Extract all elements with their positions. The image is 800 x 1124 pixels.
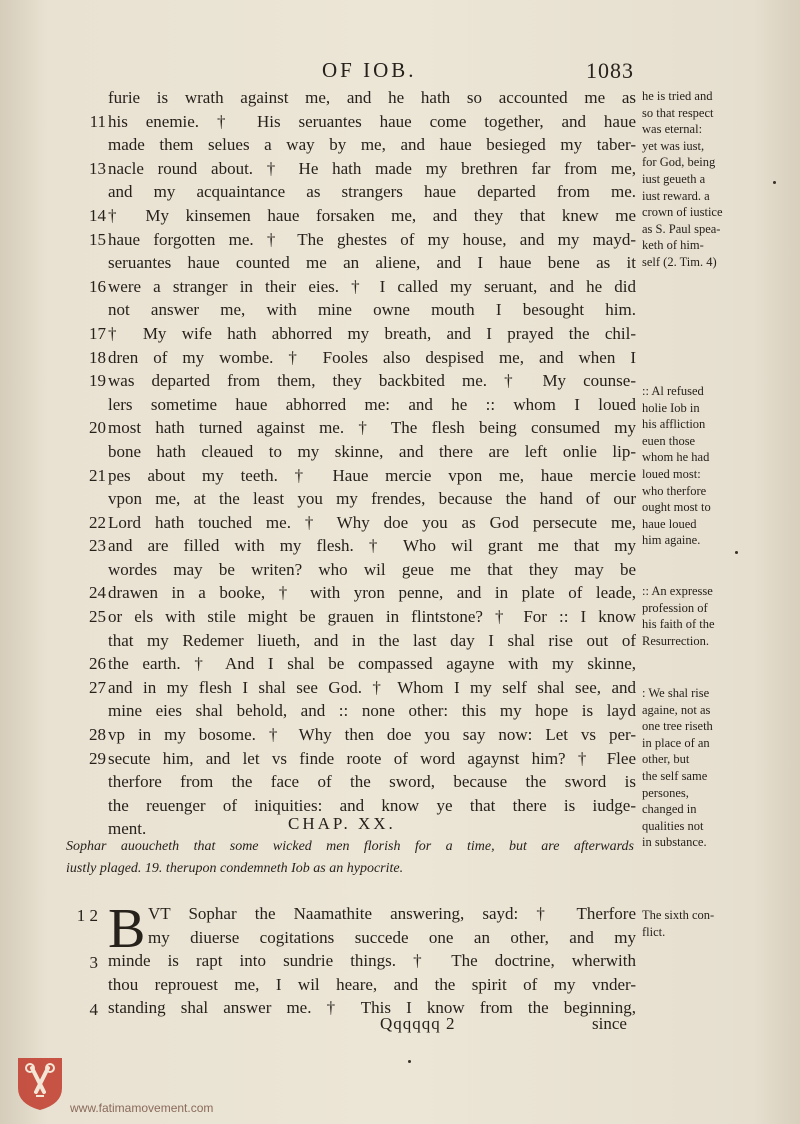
- text-line: vp in my bosome. † Why then doe you say now: Let vs per-: [108, 725, 636, 745]
- text-line: † My kinsemen haue forsaken me, and they that knew me: [108, 205, 636, 225]
- drop-cap: B: [108, 898, 146, 960]
- verse-number: 13: [89, 158, 106, 178]
- margin-note-line: other, but: [642, 752, 690, 767]
- verse-number: 19: [89, 371, 106, 391]
- margin-note-line: :: Al refused: [642, 384, 704, 398]
- verse-number: [62, 629, 110, 653]
- text-line: my diuerse cogitations succede one an other, and my: [148, 927, 636, 947]
- page-number: 1083: [586, 58, 634, 83]
- margin-note-line: profession of: [642, 600, 708, 615]
- verse-number: 26: [89, 654, 106, 674]
- text-line: VT Sophar the Naamathite answering, sayd: † Therfore: [148, 904, 636, 923]
- verse-number: 27: [89, 677, 106, 697]
- text-line: vpon me, at the least you my frendes, because the hand of our: [108, 489, 636, 509]
- text-line: and in my flesh I shal see God. † Whom I my self shal see, and: [108, 677, 636, 697]
- verse-number: 23: [89, 536, 106, 556]
- page-footer: [0, 1014, 800, 1038]
- verse-number: [62, 298, 110, 322]
- text-line: Lord hath touched me. † Why doe you as God persecute me,: [108, 512, 636, 532]
- text-line: thou reprouest me, I wil heare, and the spirit of my vnder-: [108, 974, 636, 994]
- text-line: dren of my wombe. † Fooles also despised me, and when I: [108, 347, 636, 367]
- margin-note: [642, 383, 772, 549]
- page-header: [0, 58, 800, 88]
- verse-number: [62, 699, 110, 723]
- text-line: was departed from them, they backbited me. † My counse-: [108, 371, 636, 391]
- verse-number: 22: [89, 512, 106, 532]
- margin-note-line: :: An expresse: [642, 584, 713, 598]
- verse-number: 24: [89, 583, 106, 603]
- text-line: pes about my teeth. † Haue mercie vpon me, haue mercie: [108, 465, 636, 485]
- verse-number: 3: [89, 953, 98, 972]
- margin-note-line: his faith of the: [642, 617, 715, 632]
- summary-line: Sophar auoucheth that some wicked men florish for a time, but are afterwards: [66, 839, 634, 854]
- verse-number: 4: [89, 1000, 98, 1019]
- verse-number: 1 2: [76, 906, 98, 925]
- text-line: ment.: [108, 819, 147, 839]
- text-line: nacle round about. † He hath made my brethren far from me,: [108, 158, 636, 178]
- text-line: † My wife hath abhorred my breath, and I prayed the chil-: [108, 323, 636, 343]
- margin-note-line: who therfore: [642, 483, 707, 498]
- verse-number: [62, 487, 110, 511]
- margin-note-line: his affliction: [642, 417, 706, 432]
- text-line: most hath turned against me. † The flesh being consumed my: [108, 418, 636, 438]
- verse-number: [62, 440, 110, 464]
- text-line: and are filled with my flesh. † Who wil grant me that my: [108, 536, 636, 556]
- verse-number: [62, 770, 110, 794]
- verse-number: [62, 393, 110, 417]
- verse-number: 17: [89, 323, 106, 343]
- margin-note-line: againe, not as: [642, 702, 711, 717]
- margin-note-line: holie Iob in: [642, 400, 700, 415]
- text-line: standing shal answer me. † This I know from the beginning,: [108, 998, 636, 1017]
- margin-note-line: flict.: [642, 924, 666, 939]
- margin-note-line: iust reward. a: [642, 188, 710, 203]
- verse-number: [62, 975, 102, 999]
- source-url: www.fatimamovement.com: [70, 1101, 214, 1115]
- verse-number: 18: [89, 347, 106, 367]
- running-title: OF IOB.: [322, 58, 417, 82]
- fatima-movement-logo-icon: [14, 1054, 66, 1112]
- verse-number: [62, 794, 110, 818]
- chapter-heading: CHAP. XX.: [288, 814, 396, 833]
- text-line: minde is rapt into sundrie things. † The doctrine, wherwith: [108, 951, 636, 970]
- text-line: not answer me, with mine owne mouth I besought him.: [108, 300, 636, 320]
- text-line: lers sometime haue abhorred me: and he :: whom I loued: [108, 394, 636, 414]
- ink-mark: [773, 181, 776, 184]
- verse-number: 28: [89, 725, 106, 745]
- text-line: haue forgotten me. † The ghestes of my house, and my mayd-: [108, 229, 636, 249]
- margin-note-line: Resurrection.: [642, 633, 709, 648]
- verse-number: 14: [89, 205, 106, 225]
- verse-number: [62, 133, 110, 157]
- margin-note-line: loued most:: [642, 466, 701, 481]
- text-line: made them selues a way by me, and haue besieged my taber-: [108, 135, 636, 155]
- verse-number-column: [62, 86, 110, 841]
- text-line: his enemie. † His seruantes haue come together, and haue: [108, 111, 636, 131]
- margin-note-line: euen those: [642, 433, 696, 448]
- margin-note-line: changed in: [642, 802, 697, 817]
- text-line: therfore from the face of the sword, because the sword is: [108, 772, 636, 792]
- verse-number: 16: [89, 276, 106, 296]
- margin-note-line: The sixth con-: [642, 908, 715, 922]
- margin-note-line: was eternal:: [642, 122, 703, 137]
- chapter-verse-numbers: [62, 904, 102, 1022]
- verse-number: 29: [89, 748, 106, 768]
- margin-note-line: whom he had: [642, 450, 710, 465]
- text-line: drawen in a booke, † with yron penne, and in plate of leade,: [108, 583, 636, 603]
- ink-mark: [408, 1060, 411, 1063]
- margin-note-line: keth of him-: [642, 238, 704, 253]
- verse-number: 11: [89, 111, 106, 131]
- text-line: furie is wrath against me, and he hath so accounted me as: [108, 88, 636, 107]
- margin-note-line: for God, being: [642, 155, 716, 170]
- margin-note-line: so that respect: [642, 105, 714, 120]
- margin-note-line: iust geueth a: [642, 171, 706, 186]
- verse-number: [62, 558, 110, 582]
- text-line: the reuenger of iniquities: and know ye that there is iudge-: [108, 795, 636, 815]
- verse-number: [62, 180, 110, 204]
- margin-note-line: ought most to: [642, 500, 711, 515]
- margin-note: [642, 583, 772, 649]
- verse-number: [62, 251, 110, 275]
- margin-note-line: yet was iust,: [642, 138, 705, 153]
- text-line: that my Redemer liueth, and in the last day I shal rise out of: [108, 630, 636, 650]
- main-text-column: [108, 86, 636, 841]
- margin-note-line: in place of an: [642, 735, 710, 750]
- margin-note-line: crown of iustice: [642, 205, 723, 220]
- margin-note: [642, 685, 772, 851]
- verse-number: [62, 928, 102, 952]
- margin-note-line: the self same: [642, 768, 708, 783]
- verse-number: 20: [89, 418, 106, 438]
- margin-note-line: as S. Paul spea-: [642, 221, 721, 236]
- verse-number: 21: [89, 465, 106, 485]
- text-line: mine eies shal behold, and :: none other: this my hope is layd: [108, 701, 636, 721]
- verse-number: [62, 86, 110, 110]
- text-line: wordes may be writen? who wil geue me that they may be: [108, 559, 636, 579]
- margin-note-line: one tree riseth: [642, 719, 713, 734]
- text-line: secute him, and let vs finde roote of word agaynst him? † Flee: [108, 748, 636, 768]
- margin-note: [642, 907, 772, 940]
- signature-mark: Qqqqqq 2: [380, 1014, 456, 1033]
- margin-note-line: him againe.: [642, 533, 701, 548]
- chapter-text: [108, 898, 636, 1020]
- text-line: were a stranger in their eies. † I called my seruant, and he did: [108, 276, 636, 296]
- verse-number: 25: [89, 607, 106, 627]
- chapter-summary: [66, 836, 634, 880]
- margin-note-line: self (2. Tim. 4): [642, 254, 717, 269]
- margin-note: [642, 88, 772, 271]
- margin-note-line: in substance.: [642, 835, 707, 850]
- margin-note-line: qualities not: [642, 818, 704, 833]
- summary-line: iustly plaged. 19. therupon condemneth Iob as an hypocrite.: [66, 861, 404, 876]
- ink-mark: [735, 551, 738, 554]
- text-line: bone hath cleaued to my skinne, and there are left onlie lip-: [108, 441, 636, 461]
- text-line: seruantes haue counted me an aliene, and I haue bene as it: [108, 253, 636, 273]
- catchword: since: [592, 1014, 627, 1033]
- margin-note-line: : We shal rise: [642, 686, 710, 700]
- text-line: and my acquaintance as strangers haue departed from me.: [108, 182, 636, 202]
- text-line: or els with stile might be grauen in flintstone? † For :: I know: [108, 607, 636, 627]
- text-line: the earth. † And I shal be compassed agayne with my skinne,: [108, 654, 636, 674]
- verse-number: 15: [89, 229, 106, 249]
- margin-note-line: haue loued: [642, 516, 697, 531]
- margin-note-line: persones,: [642, 785, 689, 800]
- margin-note-line: he is tried and: [642, 89, 713, 103]
